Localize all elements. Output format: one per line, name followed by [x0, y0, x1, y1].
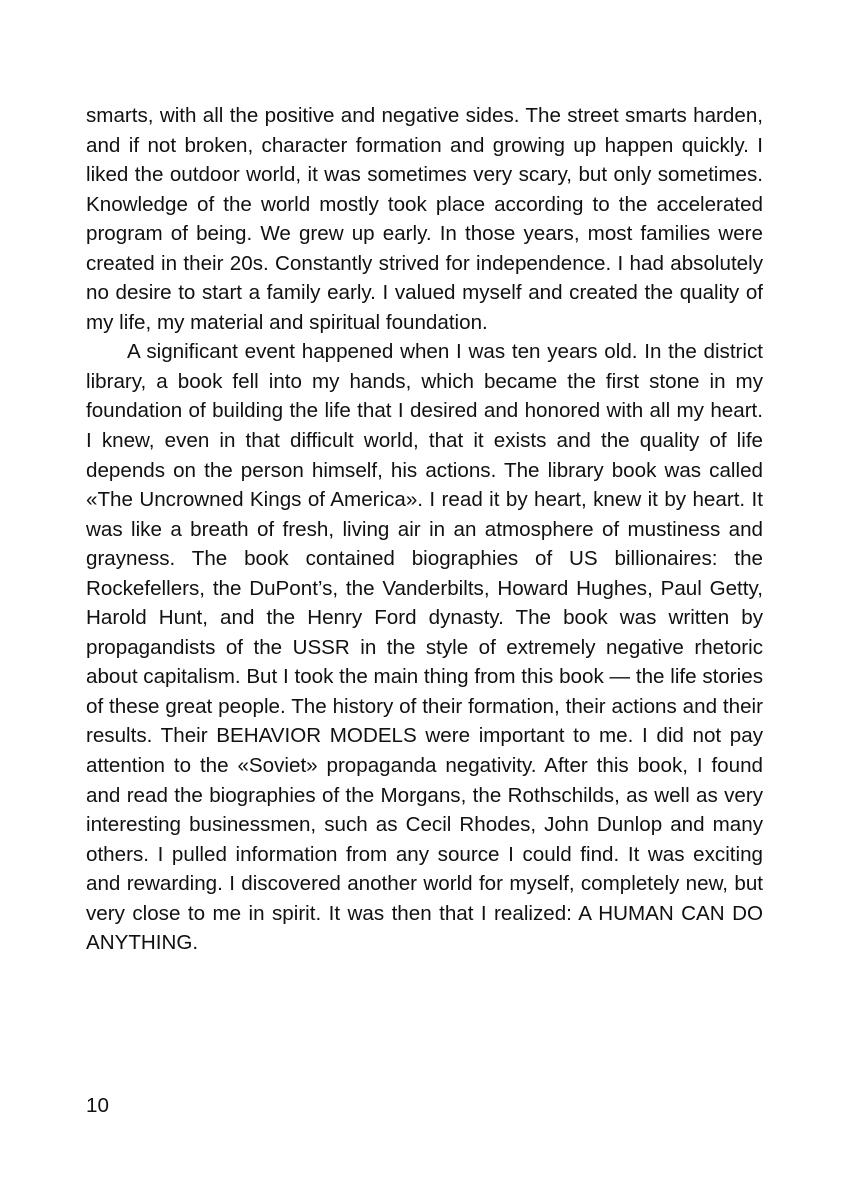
paragraph-library-book: A significant event happened when I was ten years old. In the district library, a book fell into my hands, which became the first stone in my foundation of building the life that I desired and honored with all my heart. I knew, even in that difficult world, that it exists and the quality of life depends on the person himself, his actions. The library book was called «The Uncrowned Kings of America». I read it by heart, knew it by heart. It was like a breath of fresh, living air in an atmosphere of mustiness and grayness. The book contained biographies of US billionaires: the Rockefellers, the DuPont’s, the Vanderbilts, Howard Hughes, Paul Getty, Harold Hunt, and the Henry Ford dynasty. The book was written by propagandists of the USSR in the style of extremely negative rhetoric about capitalism. But I took the main thing from this book — the life stories of these great people. The history of their formation, their actions and their results. Their BEHAVIOR MODELS were important to me. I did not pay attention to the «Soviet» propaganda negativity. After this book, I found and read the biographies of the Morgans, the Rothschilds, as well as very interesting businessmen, such as Cecil Rhodes, John Dunlop and many others. I pulled information from any source I could find. It was exciting and rewarding. I discovered another world for myself, completely new, but very close to me in spirit. It was then that I realized: A HUMAN CAN DO ANYTHING.	[86, 340, 763, 955]
paragraph-continuation: smarts, with all the positive and negative sides. The street smarts harden, and if not broken, character formation and growing up happen quickly. I liked the outdoor world, it was sometimes very scary, but only sometimes. Knowledge of the world mostly took place according to the accelerated program of being. We grew up early. In those years, most families were created in their 20s. Constantly strived for independence. I had absolutely no desire to start a family early. I valued myself and created the quality of my life, my material and spiritual foundation.	[86, 104, 763, 334]
page-number: 10	[86, 1094, 109, 1117]
body-text	[86, 101, 763, 958]
